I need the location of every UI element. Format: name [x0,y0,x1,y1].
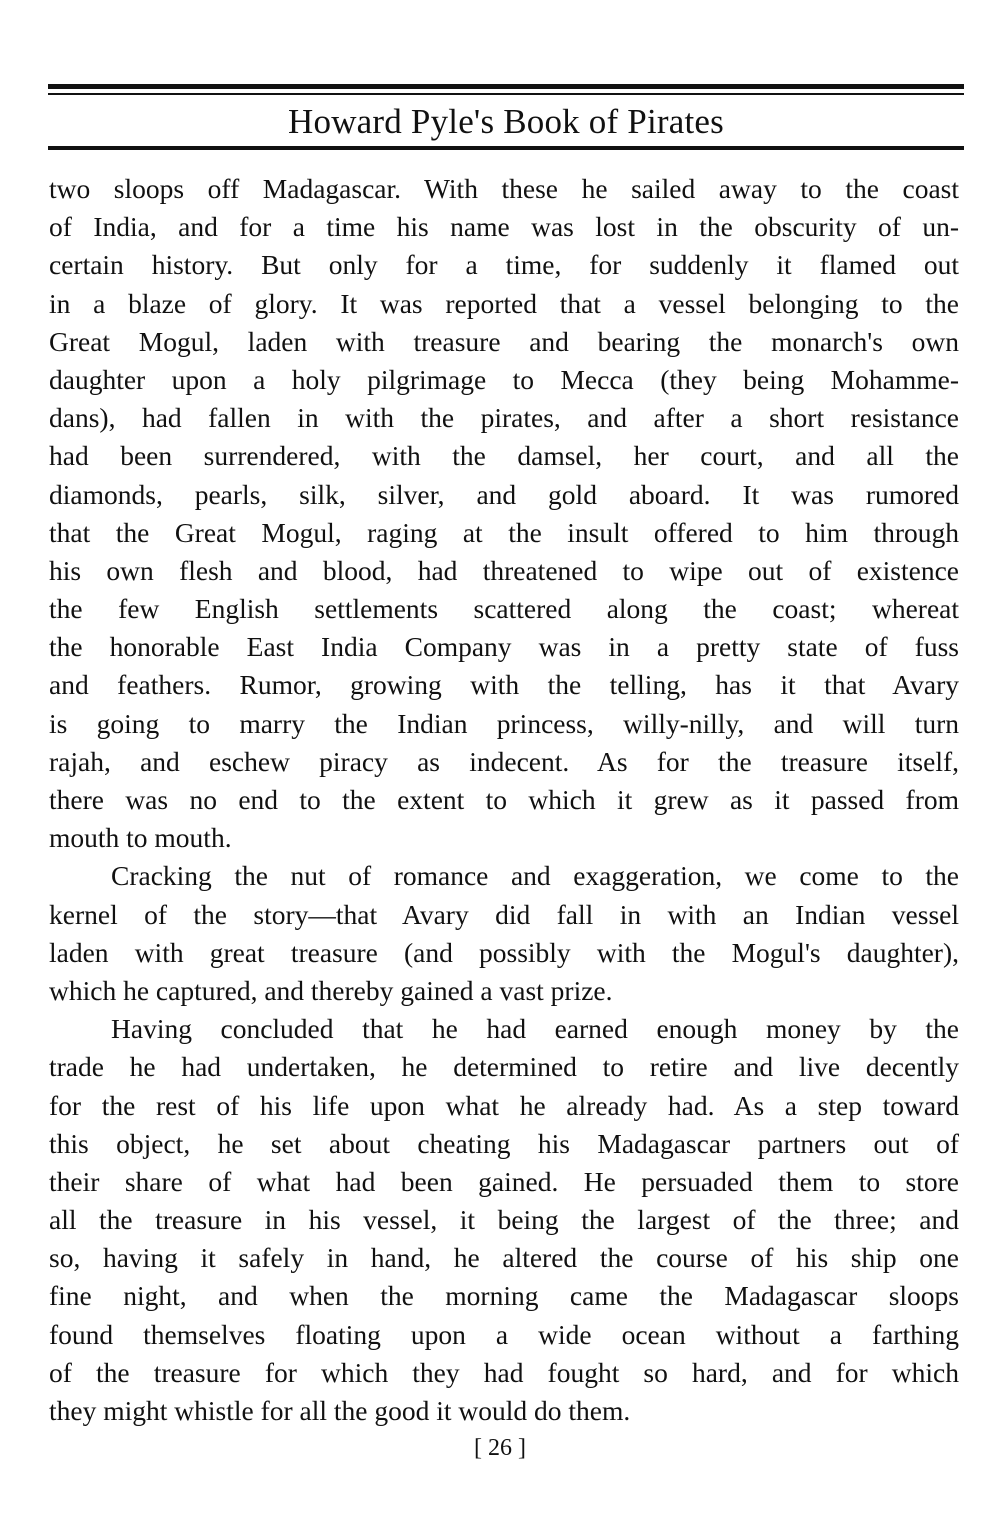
text-line: rajah, and eschew piracy as indecent. As for the treasure itself, [49,745,959,777]
text-line: fine night, and when the morning came the Madagascar sloops [49,1280,959,1312]
text-line: which he captured, and thereby gained a vast prize. [49,974,613,1006]
text-line: Having concluded that he had earned enough money by the [111,1013,959,1045]
text-line: they might whistle for all the good it would do them. [49,1395,631,1426]
running-head: Howard Pyle's Book of Pirates [288,102,724,141]
body-text [49,170,959,1430]
text-line: daughter upon a holy pilgrimage to Mecca (they being Mohamme- [49,363,959,395]
text-line: found themselves floating upon a wide ocean without a farthing [49,1318,959,1350]
text-line: kernel of the story—that Avary did fall in with an Indian vessel [49,898,959,930]
text-line: mouth to mouth. [49,822,232,854]
text-line: the honorable East India Company was in a pretty state of fuss [49,631,959,663]
header-rule-thick [48,84,964,89]
text-line: in a blaze of glory. It was reported that a vessel belonging to the [49,287,959,319]
text-line: is going to marry the Indian princess, willy-nilly, and will turn [49,707,959,739]
header-rule-bottom [48,146,964,150]
text-line: so, having it safely in hand, he altered the course of his ship one [49,1242,959,1274]
text-line: of the treasure for which they had fought so hard, and for which [49,1356,959,1388]
text-line: this object, he set about cheating his Madagascar partners out of [49,1127,959,1159]
text-line: and feathers. Rumor, growing with the telling, has it that Avary [49,669,959,701]
text-line: his own flesh and blood, had threatened to wipe out of existence [49,554,959,586]
text-line: two sloops off Madagascar. With these he sailed away to the coast [49,173,959,204]
text-line: certain history. But only for a time, for suddenly it flamed out [49,249,959,281]
text-line: Cracking the nut of romance and exaggeration, we come to the [111,860,959,892]
text-line: there was no end to the extent to which it grew as it passed from [49,784,959,815]
text-line: Great Mogul, laden with treasure and bearing the monarch's own [49,325,959,357]
text-line: all the treasure in his vessel, it being the largest of the three; and [49,1204,959,1236]
text-line: laden with great treasure (and possibly with the Mogul's daughter), [49,936,959,968]
text-line: that the Great Mogul, raging at the insult offered to him through [49,516,959,548]
header-rule-thin [48,93,964,95]
text-line: their share of what had been gained. He persuaded them to store [49,1165,959,1197]
text-line: trade he had undertaken, he determined to retire and live decently [49,1051,959,1083]
text-line: diamonds, pearls, silk, silver, and gold aboard. It was rumored [49,478,959,510]
text-line: for the rest of his life upon what he already had. As a step toward [49,1089,959,1121]
text-line: the few English settlements scattered along the coast; whereat [49,593,959,625]
text-line: had been surrendered, with the damsel, her court, and all the [49,440,959,472]
text-line: dans), had fallen in with the pirates, and after a short resistance [49,402,959,434]
page-number: [ 26 ] [474,1435,526,1461]
text-line: of India, and for a time his name was lost in the obscurity of un- [49,211,959,243]
